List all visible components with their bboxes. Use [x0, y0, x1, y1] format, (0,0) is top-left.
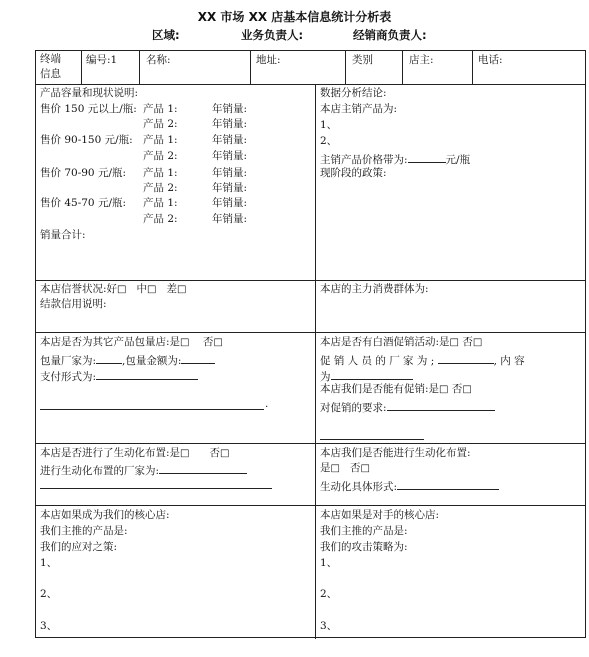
analysis-heading: 数据分析结论: — [320, 87, 387, 99]
form-title: XX 市场 XX 店基本信息统计分析表 — [197, 10, 392, 24]
product-1-label: 产品 1: — [143, 167, 178, 179]
row-divider — [36, 280, 585, 281]
can-promo-line — [320, 383, 472, 396]
row-divider — [36, 443, 585, 444]
annual-sales-label: 年销量: — [212, 103, 248, 115]
yes-label: 是 — [320, 462, 331, 474]
sales-total-label: 销量合计: — [40, 229, 86, 241]
promo-request-line — [320, 399, 495, 415]
package-store-label: 本店是否为其它产品包量店:是 — [40, 336, 181, 348]
row-divider — [36, 505, 585, 506]
package-yes-checkbox[interactable]: □ — [180, 337, 190, 348]
poor-checkbox[interactable]: □ — [176, 284, 187, 295]
row-divider — [36, 84, 585, 85]
promo-activity-line — [320, 336, 482, 349]
list-item-2: 2、 — [320, 135, 338, 147]
promo-request-field[interactable] — [387, 399, 495, 411]
vivid-form-field[interactable] — [397, 478, 499, 490]
main-products-label: 本店主销产品为: — [320, 103, 398, 115]
category-label: 类别 — [352, 54, 373, 66]
payment-field[interactable] — [96, 368, 198, 380]
phone-label: 电话: — [478, 54, 503, 66]
promo-activity-label: 本店是否有白酒促销活动:是 — [320, 336, 450, 348]
price-unit-label: 元/瓶 — [445, 154, 471, 166]
our-product-label: 我们主推的产品是: — [40, 525, 128, 537]
price-band-field[interactable] — [408, 151, 446, 163]
list-item-1: 1、 — [320, 119, 338, 131]
list-item-2: 2、 — [40, 588, 58, 600]
dealer-owner-label: 经销商负责人: — [353, 28, 427, 42]
annual-sales-label: 年销量: — [212, 118, 248, 130]
package-maker-line — [40, 352, 215, 368]
promo-content-label: , 内 容 — [493, 355, 525, 367]
list-item-3: 3、 — [40, 620, 58, 632]
package-maker-field[interactable] — [96, 352, 122, 364]
blank-line-field[interactable] — [320, 439, 424, 440]
region-label: 区域: — [152, 28, 180, 42]
product-2-label: 产品 2: — [143, 213, 178, 225]
col-divider — [250, 51, 251, 84]
wei-label: 为 — [320, 371, 331, 383]
promo-request-label: 对促销的要求: — [320, 402, 387, 414]
can-promo-label: 本店我们是否能有促销:是 — [320, 383, 440, 395]
sales-owner-label: 业务负责人: — [241, 28, 304, 42]
can-promo-no-checkbox[interactable]: □ — [462, 384, 472, 395]
vivid-no-checkbox[interactable]: □ — [220, 448, 230, 459]
mid-checkbox[interactable]: □ — [147, 284, 157, 295]
no-label: 否 — [349, 462, 361, 474]
credit-status-label: 本店信誉状况:好 — [40, 283, 118, 295]
our-product-label: 我们主推的产品是: — [320, 525, 408, 537]
blank-line-field[interactable] — [40, 409, 264, 410]
list-item-1: 1、 — [320, 557, 338, 569]
no-label: 否 — [451, 383, 463, 395]
promo-staff-label: 促 销 人 员 的 厂 家 为 ; — [320, 355, 435, 367]
promo-content-line — [320, 368, 413, 384]
vivid-display-line — [40, 447, 229, 460]
price-band-label: 主销产品价格带为: — [320, 154, 408, 166]
blank-line-field[interactable] — [40, 488, 272, 489]
our-strategy-label: 我们的应对之策: — [40, 541, 118, 553]
mid-label: 中 — [136, 283, 148, 295]
package-maker-label: 包量厂家为: — [40, 355, 97, 367]
address-label: 地址: — [256, 54, 281, 66]
row-divider — [36, 332, 585, 333]
price-70-label: 售价 70-90 元/瓶: — [40, 167, 127, 179]
annual-sales-label: 年销量: — [212, 150, 248, 162]
price-band-line — [320, 151, 470, 167]
vivid-form-label: 生动化具体形式: — [320, 481, 398, 493]
policy-label: 现阶段的政策: — [320, 167, 387, 179]
annual-sales-label: 年销量: — [212, 213, 248, 225]
package-amount-field[interactable] — [181, 352, 215, 364]
name-label: 名称: — [146, 54, 171, 66]
list-item-1: 1、 — [40, 557, 58, 569]
promo-content-field[interactable] — [331, 368, 413, 380]
payment-line — [40, 368, 198, 384]
product-2-label: 产品 2: — [143, 118, 178, 130]
price-45-label: 售价 45-70 元/瓶: — [40, 197, 127, 209]
period-mark: . — [265, 398, 269, 410]
credit-status-line — [40, 283, 186, 296]
col-divider — [402, 51, 403, 84]
product-1-label: 产品 1: — [143, 197, 178, 209]
terminal-info-label-2: 信息 — [40, 68, 61, 80]
promo-staff-line — [320, 352, 525, 368]
credit-note-label: 结款信用说明: — [40, 298, 107, 310]
no-label: 否 — [202, 336, 214, 348]
core-store-label: 本店如果成为我们的核心店: — [40, 509, 170, 521]
vivid-maker-label: 进行生动化布置的厂家为: — [40, 465, 160, 477]
good-checkbox[interactable]: □ — [117, 284, 127, 295]
col-divider — [81, 51, 82, 84]
promo-no-checkbox[interactable]: □ — [472, 337, 483, 348]
code-label: 编号:1 — [86, 54, 118, 66]
poor-label: 差 — [166, 283, 177, 295]
vivid-yes-checkbox[interactable]: □ — [180, 448, 190, 459]
col-divider — [139, 51, 140, 84]
info-table — [35, 50, 586, 638]
promo-yes-checkbox[interactable]: □ — [449, 337, 459, 348]
can-vivid-no-checkbox[interactable]: □ — [360, 463, 370, 474]
no-label: 否 — [209, 447, 221, 459]
col-divider — [345, 51, 346, 84]
can-vivid-options — [320, 462, 370, 475]
capacity-heading: 产品容量和现状说明: — [40, 87, 139, 99]
annual-sales-label: 年销量: — [212, 134, 248, 146]
no-label: 否 — [462, 336, 473, 348]
attack-strategy-label: 我们的攻击策略为: — [320, 541, 408, 553]
list-item-3: 3、 — [320, 620, 338, 632]
price-150-label: 售价 150 元以上/瓶: — [40, 103, 137, 115]
annual-sales-label: 年销量: — [212, 167, 248, 179]
annual-sales-label: 年销量: — [212, 182, 248, 194]
vivid-display-label: 本店是否进行了生动化布置:是 — [40, 447, 181, 459]
package-no-checkbox[interactable]: □ — [213, 337, 223, 348]
vivid-maker-line — [40, 462, 247, 478]
rival-core-label: 本店如果是对手的核心店: — [320, 509, 440, 521]
col-divider — [472, 51, 473, 84]
vivid-maker-field[interactable] — [159, 462, 247, 474]
owner-label: 店主: — [409, 54, 434, 66]
main-consumers-label: 本店的主力消费群体为: — [320, 283, 429, 295]
promo-staff-field[interactable] — [438, 352, 494, 364]
product-2-label: 产品 2: — [143, 150, 178, 162]
product-1-label: 产品 1: — [143, 103, 178, 115]
payment-label: 支付形式为: — [40, 371, 97, 383]
package-amount-label: ,包量金额为: — [122, 355, 182, 367]
center-divider — [315, 84, 316, 639]
price-90-label: 售价 90-150 元/瓶: — [40, 134, 133, 146]
list-item-2: 2、 — [320, 588, 338, 600]
can-vivid-yes-checkbox[interactable]: □ — [330, 463, 340, 474]
can-promo-yes-checkbox[interactable]: □ — [439, 384, 449, 395]
can-vivid-label: 本店我们是否能进行生动化布置: — [320, 447, 471, 459]
vivid-form-line — [320, 478, 499, 494]
package-store-line — [40, 336, 223, 349]
annual-sales-label: 年销量: — [212, 197, 248, 209]
product-2-label: 产品 2: — [143, 182, 178, 194]
product-1-label: 产品 1: — [143, 134, 178, 146]
terminal-info-label: 终端 — [40, 53, 61, 65]
